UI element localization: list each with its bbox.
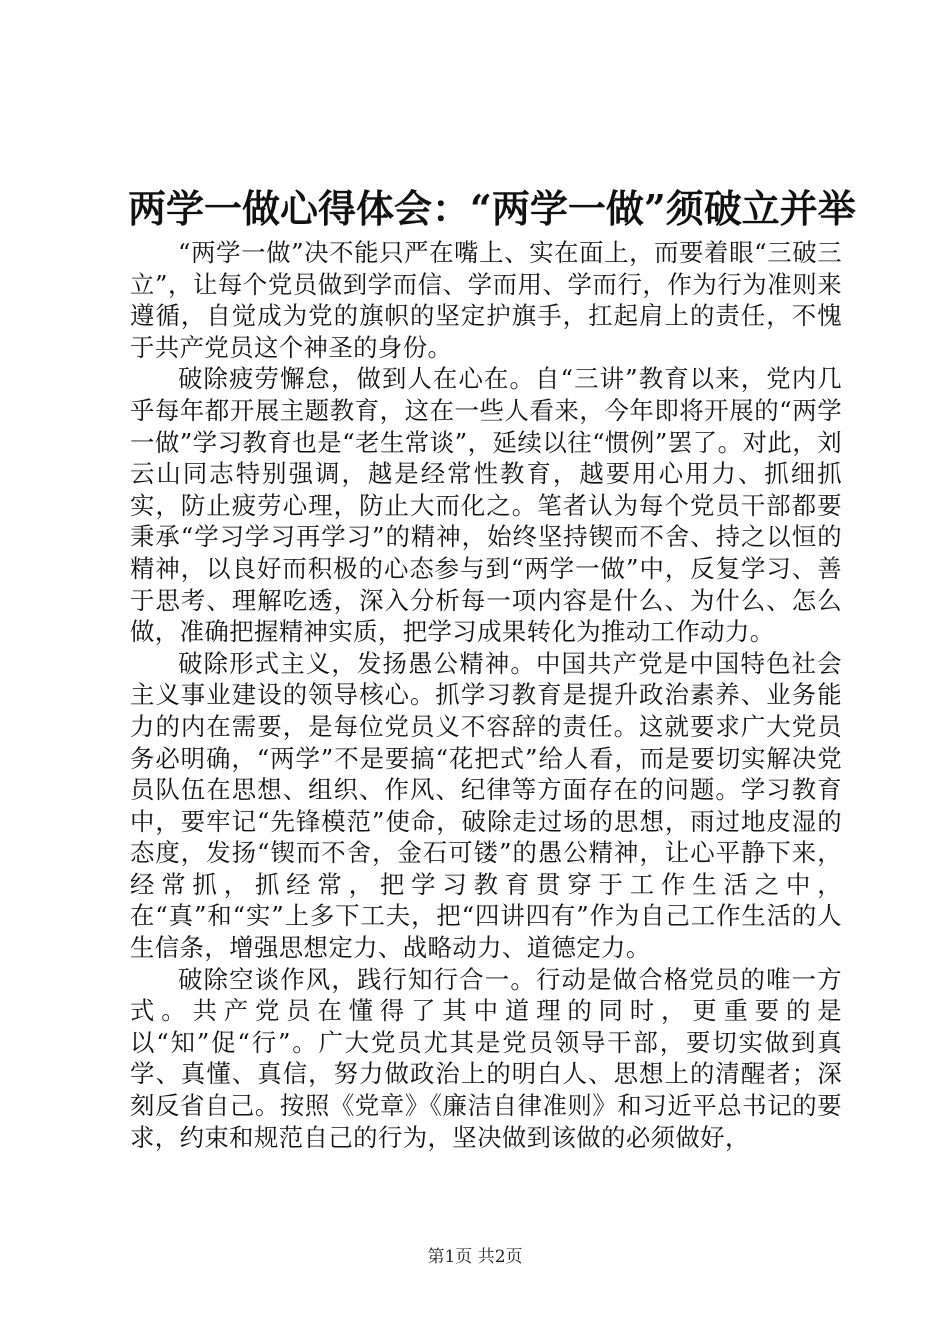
paragraph: “两学一做”决不能只严在嘴上、实在面上，而要着眼“三破三立”，让每个党员做到学而信、学而用、学而行，作为行为准则来遵循，自觉成为党的旗帜的坚定护旗手，扛起肩上的责任，不愧于共产党员这个神圣的身份。: [130, 238, 842, 362]
paragraph: 破除疲劳懈怠，做到人在心在。自“三讲”教育以来，党内几乎每年都开展主题教育，这在一些人看来，今年即将开展的“两学一做”学习教育也是“老生常谈”，延续以往“惯例”罢了。对此，刘云山同志特别强调，越是经常性教育，越要用心用力、抓细抓实，防止疲劳心理，防止大而化之。笔者认为每个党员干部都要秉承“学习学习再学习”的精神，始终坚持锲而不舍、持之以恒的精神，以良好而积极的心态参与到“两学一做”中，反复学习、善于思考、理解吃透，深入分析每一项内容是什么、为什么、怎么做，准确把握精神实质，把学习成果转化为推动工作动力。: [130, 364, 842, 647]
paragraph: 破除形式主义，发扬愚公精神。中国共产党是中国特色社会主义事业建设的领导核心。抓学习教育是提升政治素养、业务能力的内在需要，是每位党员义不容辞的责任。这就要求广大党员务必明确，“两学”不是要搞“花把式”给人看，而是要切实解决党员队伍在思想、组织、作风、纪律等方面存在的问题。学习教育中，要牢记“先锋模范”使命，破除走过场的思想，雨过地皮湿的态度，发扬“锲而不舍，金石可镂”的愚公精神，让心平静下来，经常抓，抓经常，把学习教育贯穿于工作生活之中，在“真”和“实”上多下工夫，把“四讲四有”作为自己工作生活的人生信条，增强思想定力、战略动力、道德定力。: [130, 648, 842, 963]
page-number-footer: 第1页 共2页: [427, 1247, 523, 1267]
document-body: [130, 237, 842, 1153]
paragraph: 破除空谈作风，践行知行合一。行动是做合格党员的唯一方式。共产党员在懂得了其中道理的同时，更重要的是以“知”促“行”。广大党员尤其是党员领导干部，要切实做到真学、真懂、真信，努力做政治上的明白人、思想上的清醒者；深刻反省自己。按照《党章》《廉洁自律准则》和习近平总书记的要求，约束和规范自己的行为，坚决做到该做的必须做好，: [130, 964, 842, 1152]
document-title: 两学一做心得体会：“两学一做”须破立并举: [128, 186, 856, 231]
